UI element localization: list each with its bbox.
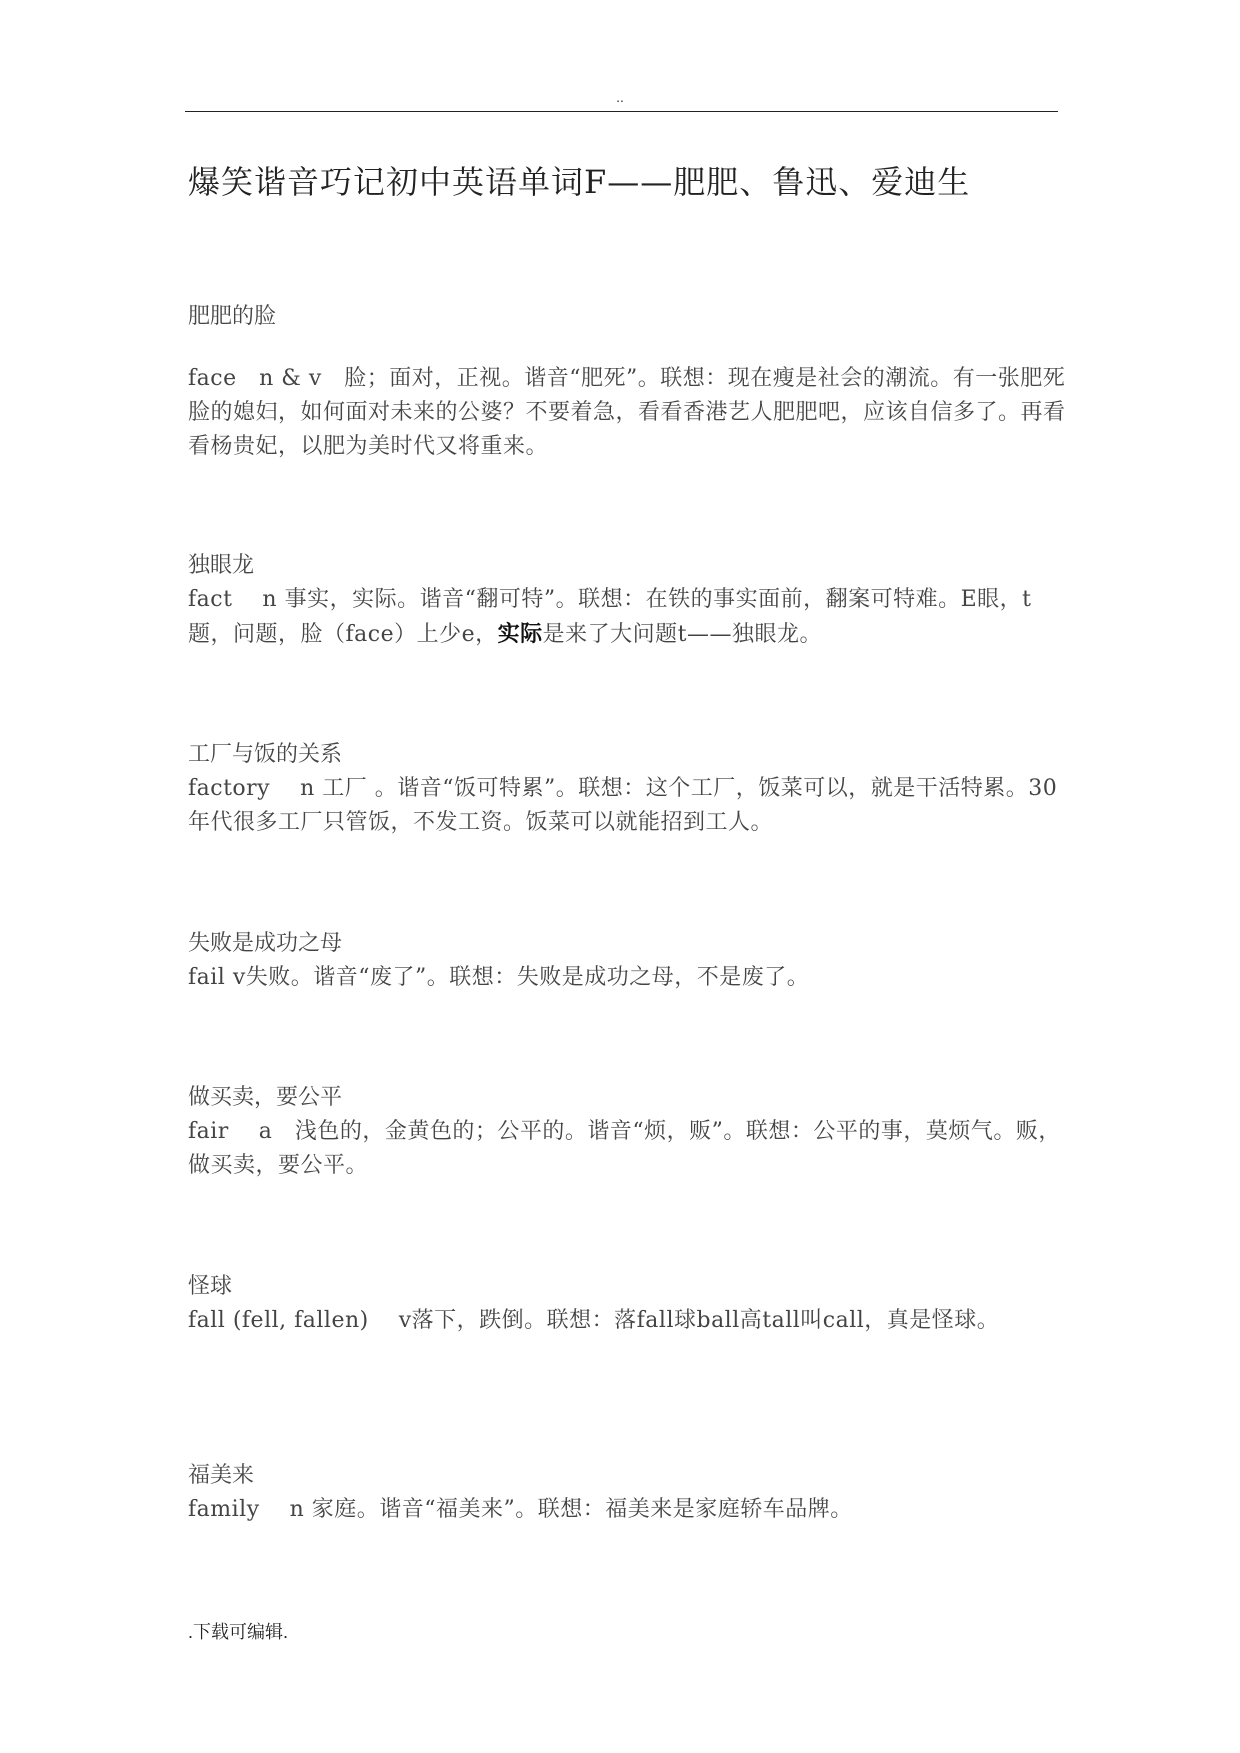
entry-heading: 怪球 — [188, 1274, 233, 1299]
footer-note: .下载可编辑. — [188, 1622, 289, 1642]
document-title: 爆笑谐音巧记初中英语单词F——肥肥、鲁迅、爱迪生 — [188, 163, 971, 201]
entry-fair — [188, 1081, 1068, 1183]
entry-body: fail v失败。谐音“废了”。联想：失败是成功之母，不是废了。 — [188, 965, 810, 990]
header-divider — [185, 111, 1058, 112]
entry-body-bold: 实际 — [497, 621, 543, 646]
entry-heading: 失败是成功之母 — [188, 931, 343, 956]
entry-factory — [188, 738, 1068, 840]
entry-body: face n & v 脸；面对，正视。谐音“肥死”。联想：现在瘦是社会的潮流。有一张肥死脸的媳妇，如何面对未来的公婆？不要着急，看看香港艺人肥肥吧，应该自信多了。再看看杨贵妃，以肥为美时代又将重来。 — [188, 366, 1066, 459]
page-header-mark: .. — [616, 89, 624, 105]
entry-body: fair a 浅色的，金黄色的；公平的。谐音“烦，贩”。联想：公平的事，莫烦气。贩，做买卖，要公平。 — [188, 1119, 1061, 1178]
entry-heading: 独眼龙 — [188, 553, 255, 578]
entry-fall — [188, 1270, 1068, 1338]
entry-body: factory n 工厂 。谐音“饭可特累”。联想：这个工厂，饭菜可以，就是干活特累。30年代很多工厂只管饭，不发工资。饭菜可以就能招到工人。 — [188, 776, 1058, 835]
entry-heading: 做买卖，要公平 — [188, 1085, 343, 1110]
entry-heading: 肥肥的脸 — [188, 304, 277, 329]
entry-face — [188, 300, 1068, 464]
entry-fact — [188, 549, 1068, 652]
entry-fail — [188, 927, 1068, 995]
entry-heading: 福美来 — [188, 1463, 255, 1488]
entry-body-text: 是来了大问题t——独眼龙。 — [542, 622, 822, 647]
entry-body — [188, 583, 1068, 652]
entry-family — [188, 1459, 1068, 1527]
entry-body: family n 家庭。谐音“福美来”。联想：福美来是家庭轿车品牌。 — [188, 1497, 853, 1522]
entry-heading: 工厂与饭的关系 — [188, 742, 343, 767]
entry-body: fall (fell, fallen) v落下，跌倒。联想：落fall球ball高tall叫call，真是怪球。 — [188, 1308, 1000, 1333]
entry-body-text: fact n 事实，实际。谐音“翻可特”。联想：在铁的事实面前，翻案可特难。E眼，t题，问题，脸（face）上少e， — [188, 587, 1032, 647]
